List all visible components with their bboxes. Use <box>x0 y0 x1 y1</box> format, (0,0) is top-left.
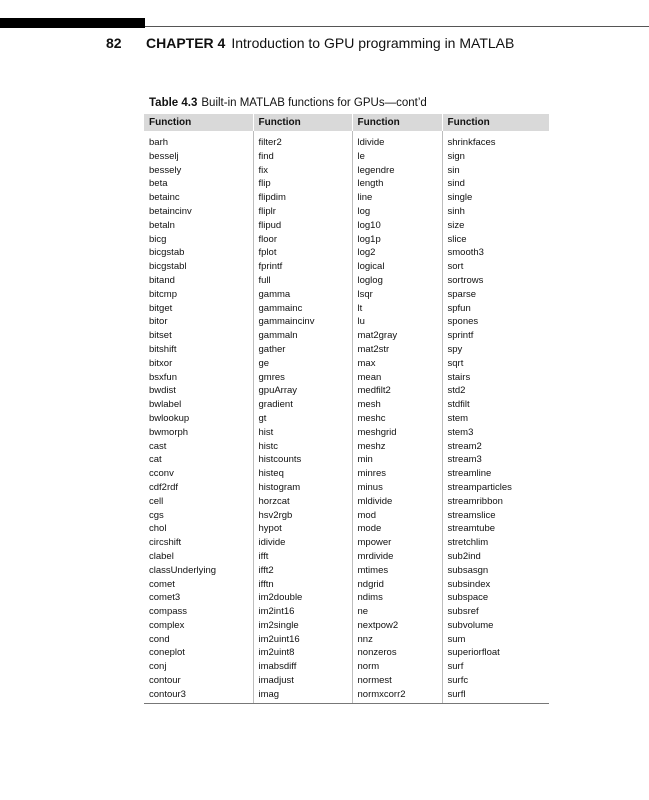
table-cell: contour3 <box>144 688 253 703</box>
table-row <box>144 646 549 660</box>
table-cell: im2uint16 <box>253 633 352 647</box>
table-cell: ge <box>253 357 352 371</box>
table-row <box>144 536 549 550</box>
table-cell: cat <box>144 453 253 467</box>
table-cell: log2 <box>352 246 442 260</box>
table-cell: filter2 <box>253 131 352 150</box>
table-cell: gmres <box>253 371 352 385</box>
table-cell: horzcat <box>253 495 352 509</box>
table-cell: bessely <box>144 164 253 178</box>
table-cell: sind <box>447 178 465 190</box>
table-cell: mat2str <box>352 343 442 357</box>
table-cell: subsindex <box>447 578 491 590</box>
table-row <box>144 495 549 509</box>
table-row <box>144 509 549 523</box>
table-row <box>144 688 549 703</box>
table-cell: stream2 <box>447 440 482 452</box>
table-cell: normxcorr2 <box>352 688 442 703</box>
table-cell: ifft2 <box>253 564 352 578</box>
table-cell: fprintf <box>253 260 352 274</box>
table-cell: cast <box>144 440 253 454</box>
table-cell: flipdim <box>253 191 352 205</box>
table-cell: sprintf <box>447 330 474 342</box>
table-cell: histeq <box>253 467 352 481</box>
table-cell: stdfilt <box>447 399 470 411</box>
table-row <box>144 260 549 274</box>
table-row <box>144 633 549 647</box>
table-cell: log <box>352 205 442 219</box>
table-cell: sinh <box>447 205 465 217</box>
table-cell: bsxfun <box>144 371 253 385</box>
table-row <box>144 522 549 536</box>
table-cell: bwlookup <box>144 412 253 426</box>
table-cell: mtimes <box>352 564 442 578</box>
table-cell: clabel <box>144 550 253 564</box>
table-cell: bwlabel <box>144 398 253 412</box>
table-row <box>144 205 549 219</box>
table-row <box>144 219 549 233</box>
table-cell: gammainc <box>253 302 352 316</box>
table-cell: cgs <box>144 509 253 523</box>
table-cell: betaln <box>144 219 253 233</box>
table-cell: sqrt <box>447 357 464 369</box>
table-cell: single <box>447 192 473 204</box>
table-row <box>144 177 549 191</box>
table-cell: minres <box>352 467 442 481</box>
table-row <box>144 453 549 467</box>
table-row <box>144 550 549 564</box>
table-cell: gt <box>253 412 352 426</box>
table-cell: comet3 <box>144 591 253 605</box>
table-cell: length <box>352 177 442 191</box>
table-cell: bicgstab <box>144 246 253 260</box>
table-cell: stretchlim <box>447 537 489 549</box>
table-cell: bitget <box>144 302 253 316</box>
table-cell: histogram <box>253 481 352 495</box>
table-cell: complex <box>144 619 253 633</box>
table-cell: gpuArray <box>253 384 352 398</box>
table-cell: gather <box>253 343 352 357</box>
table-row <box>144 412 549 426</box>
table-cell: streamtube <box>447 523 496 535</box>
table-cell: betaincinv <box>144 205 253 219</box>
table-cell: im2single <box>253 619 352 633</box>
table-row <box>144 329 549 343</box>
table-cell: nonzeros <box>352 646 442 660</box>
table-row <box>144 564 549 578</box>
table-row <box>144 131 549 150</box>
table-row <box>144 660 549 674</box>
table-cell: bitor <box>144 315 253 329</box>
table-cell: sin <box>447 164 460 176</box>
chapter-title: Introduction to GPU programming in MATLAB <box>231 35 515 51</box>
table-cell: histcounts <box>253 453 352 467</box>
table-row <box>144 619 549 633</box>
table-cell: mode <box>352 522 442 536</box>
table-cell: bitxor <box>144 357 253 371</box>
chapter-label: CHAPTER 4 <box>146 35 226 51</box>
table-cell: hsv2rgb <box>253 509 352 523</box>
table-cell: streamslice <box>447 509 496 521</box>
table-cell: gradient <box>253 398 352 412</box>
table-cell: bicgstabl <box>144 260 253 274</box>
table-cell: betainc <box>144 191 253 205</box>
table-cell: mpower <box>352 536 442 550</box>
table-row <box>144 288 549 302</box>
table-caption-text: Built-in MATLAB functions for GPUs—cont’d <box>201 97 427 109</box>
table-cell: bicg <box>144 233 253 247</box>
column-header: Function <box>352 114 442 131</box>
table-cell: comet <box>144 578 253 592</box>
table-cell: superiorfloat <box>447 647 500 659</box>
table-row <box>144 233 549 247</box>
running-header <box>106 34 514 52</box>
table-cell: mrdivide <box>352 550 442 564</box>
table-cell: histc <box>253 440 352 454</box>
table-row <box>144 343 549 357</box>
table-cell: slice <box>447 233 467 245</box>
table-header-row <box>144 114 549 131</box>
table-cell: im2double <box>253 591 352 605</box>
table-cell: mldivide <box>352 495 442 509</box>
table-cell: subsref <box>447 606 479 618</box>
table-cell: flip <box>253 177 352 191</box>
table-row <box>144 191 549 205</box>
table-cell: sort <box>447 261 464 273</box>
table-cell: ne <box>352 605 442 619</box>
table-cell: surfc <box>447 675 469 687</box>
table-cell: min <box>352 453 442 467</box>
table-cell: hypot <box>253 522 352 536</box>
table-row <box>144 591 549 605</box>
table-row <box>144 674 549 688</box>
table-caption <box>149 96 427 110</box>
table-cell: fliplr <box>253 205 352 219</box>
table-cell: subvolume <box>447 619 494 631</box>
table-row <box>144 302 549 316</box>
table-cell: bitand <box>144 274 253 288</box>
table-row <box>144 605 549 619</box>
table-cell: bwmorph <box>144 426 253 440</box>
table-cell: lt <box>352 302 442 316</box>
table-cell: nnz <box>352 633 442 647</box>
table-row <box>144 150 549 164</box>
table-cell: line <box>352 191 442 205</box>
table-cell: nextpow2 <box>352 619 442 633</box>
column-header: Function <box>442 114 549 131</box>
table-cell: contour <box>144 674 253 688</box>
table-row <box>144 164 549 178</box>
table-cell: meshgrid <box>352 426 442 440</box>
table-cell: gamma <box>253 288 352 302</box>
table-cell: log1p <box>352 233 442 247</box>
table-row <box>144 578 549 592</box>
table-cell: stem3 <box>447 426 474 438</box>
table-row <box>144 398 549 412</box>
table-row <box>144 426 549 440</box>
table-cell: fix <box>253 164 352 178</box>
table-row <box>144 371 549 385</box>
table-row <box>144 440 549 454</box>
table-row <box>144 357 549 371</box>
table-cell: logical <box>352 260 442 274</box>
table-cell: normest <box>352 674 442 688</box>
table-cell: spfun <box>447 302 471 314</box>
top-decorative-bar <box>0 18 145 28</box>
table-cell: full <box>253 274 352 288</box>
table-row <box>144 315 549 329</box>
table-cell: conj <box>144 660 253 674</box>
table-cell: im2uint8 <box>253 646 352 660</box>
table-row <box>144 246 549 260</box>
table-cell: std2 <box>447 385 466 397</box>
table-cell: stream3 <box>447 454 482 466</box>
table-cell: idivide <box>253 536 352 550</box>
table-cell: surf <box>447 661 464 673</box>
table-cell: ifft <box>253 550 352 564</box>
functions-table <box>144 114 549 704</box>
table-cell: fplot <box>253 246 352 260</box>
table-cell: ldivide <box>352 131 442 150</box>
table-cell: smooth3 <box>447 247 484 259</box>
table-cell: legendre <box>352 164 442 178</box>
table-row <box>144 384 549 398</box>
table-cell: classUnderlying <box>144 564 253 578</box>
table-cell: subsasgn <box>447 564 489 576</box>
table-cell: ifftn <box>253 578 352 592</box>
table-cell: meshc <box>352 412 442 426</box>
table-cell: streamparticles <box>447 481 512 493</box>
table-cell: shrinkfaces <box>447 137 496 148</box>
table-cell: stairs <box>447 371 471 383</box>
table-cell: spy <box>447 343 463 355</box>
table-row <box>144 481 549 495</box>
page-number: 82 <box>106 35 122 51</box>
column-header: Function <box>253 114 352 131</box>
table-cell: surfl <box>442 688 549 703</box>
table-cell: cconv <box>144 467 253 481</box>
table-cell: gammaincinv <box>253 315 352 329</box>
table-cell: mod <box>352 509 442 523</box>
table-cell: flipud <box>253 219 352 233</box>
table-cell: lu <box>352 315 442 329</box>
table-cell: sign <box>447 150 465 162</box>
table-row <box>144 274 549 288</box>
table-cell: cdf2rdf <box>144 481 253 495</box>
table-cell: loglog <box>352 274 442 288</box>
table-cell: ndgrid <box>352 578 442 592</box>
table-cell: compass <box>144 605 253 619</box>
table-cell: coneplot <box>144 646 253 660</box>
table-cell: meshz <box>352 440 442 454</box>
table-cell: norm <box>352 660 442 674</box>
table-cell: find <box>253 150 352 164</box>
column-header: Function <box>144 114 253 131</box>
table-cell: chol <box>144 522 253 536</box>
table-cell: gammaln <box>253 329 352 343</box>
table-cell: imabsdiff <box>253 660 352 674</box>
table-cell: size <box>447 219 465 231</box>
table-cell: spones <box>447 316 479 328</box>
table-cell: subspace <box>447 592 489 604</box>
table-cell: max <box>352 357 442 371</box>
table-cell: barh <box>144 131 253 150</box>
table-cell: floor <box>253 233 352 247</box>
table-caption-label: Table 4.3 <box>149 97 198 109</box>
table-cell: lsqr <box>352 288 442 302</box>
table-cell: besselj <box>144 150 253 164</box>
table-cell: stem <box>447 412 469 424</box>
table-cell: mat2gray <box>352 329 442 343</box>
table-cell: circshift <box>144 536 253 550</box>
table-cell: sub2ind <box>447 550 481 562</box>
table-cell: im2int16 <box>253 605 352 619</box>
table-cell: cell <box>144 495 253 509</box>
table-cell: streamribbon <box>447 495 503 507</box>
table-cell: log10 <box>352 219 442 233</box>
table-cell: imadjust <box>253 674 352 688</box>
table-cell: hist <box>253 426 352 440</box>
table-cell: medfilt2 <box>352 384 442 398</box>
table-cell: streamline <box>447 468 492 480</box>
table-cell: bitcmp <box>144 288 253 302</box>
table-cell: le <box>352 150 442 164</box>
table-cell: ndims <box>352 591 442 605</box>
table-body <box>144 131 549 703</box>
table-cell: bwdist <box>144 384 253 398</box>
table-cell: minus <box>352 481 442 495</box>
table-cell: mean <box>352 371 442 385</box>
table-cell: imag <box>253 688 352 703</box>
table-cell: cond <box>144 633 253 647</box>
table-row <box>144 467 549 481</box>
table-cell: bitshift <box>144 343 253 357</box>
header-rule <box>145 26 649 27</box>
table-cell: sparse <box>447 288 477 300</box>
table-cell: mesh <box>352 398 442 412</box>
table-cell: sum <box>447 633 466 645</box>
table-cell: sortrows <box>447 274 484 286</box>
table-cell: bitset <box>144 329 253 343</box>
table-cell: beta <box>144 177 253 191</box>
